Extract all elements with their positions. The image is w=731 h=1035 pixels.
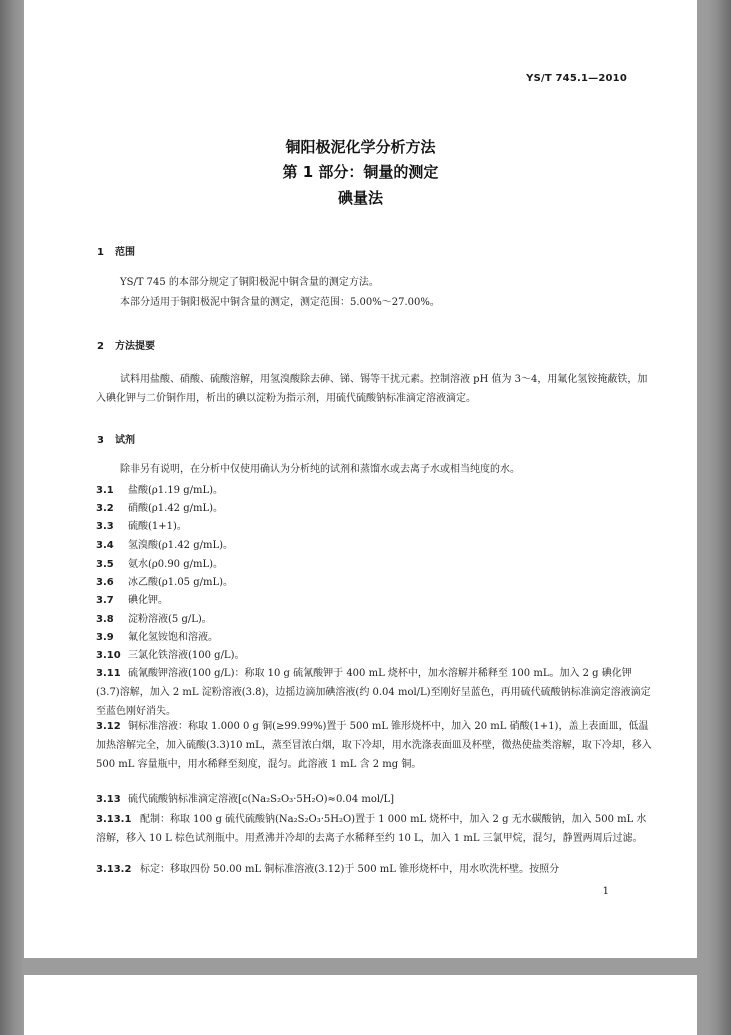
reagent-item: 3.7 碘化钾。 bbox=[96, 595, 168, 606]
principle-paragraph: 试料用盐酸、硝酸、硫酸溶解，用氢溴酸除去砷、锑、锡等干扰元素。控制溶液 pH 值为 3～4，用氟化氢铵掩蔽铁，加入碘化钾与二价铜作用，析出的碘以淀粉为指示剂，用硫代硫酸钠标准滴定溶液滴定。 bbox=[96, 374, 648, 404]
standard-number: YS/T 745.1—2010 bbox=[526, 73, 627, 84]
reagent-item: 3.13.2 标定：移取四份 50.00 mL 铜标准溶液(3.12)于 500 mL 锥形烧杯中，用水吹洗杯壁。按照分 bbox=[96, 864, 560, 875]
reagent-item: 3.5 氨水(ρ0.90 g/mL)。 bbox=[96, 559, 224, 570]
reagents-intro: 除非另有说明，在分析中仅使用确认为分析纯的试剂和蒸馏水或去离子水或相当纯度的水。 bbox=[120, 464, 520, 475]
document-page bbox=[24, 0, 697, 958]
reagent-item: 3.9 氟化氢铵饱和溶液。 bbox=[96, 632, 218, 643]
reagent-item: 3.2 硝酸(ρ1.42 g/mL)。 bbox=[96, 503, 224, 514]
reagent-item: 3.12 铜标准溶液：称取 1.000 0 g 铜(≥99.99%)置于 500 mL 锥形烧杯中，加入 20 mL 硝酸(1+1)，盖上表面皿，低温加热溶解完全，加入硫酸(3.3)10 mL，蒸至冒浓白烟，取下冷却，用水洗涤表面皿及杯壁，微热使盐类溶解，取下冷却，移入 500 mL 容量瓶中，用水稀释至刻度，混匀。此溶液 1 mL 含 2 mg 铜。 bbox=[96, 721, 652, 770]
reagent-item: 3.10 三氯化铁溶液(100 g/L)。 bbox=[96, 650, 245, 661]
reagent-item: 3.6 冰乙酸(ρ1.05 g/mL)。 bbox=[96, 577, 234, 588]
document-title: 铜阳极泥化学分析方法 bbox=[285, 138, 436, 156]
scope-paragraph-1: YS/T 745 的本部分规定了铜阳极泥中铜含量的测定方法。 bbox=[120, 277, 379, 288]
document-subtitle: 第 1 部分：铜量的测定 bbox=[282, 163, 439, 181]
reagent-item: 3.4 氢溴酸(ρ1.42 g/mL)。 bbox=[96, 540, 234, 551]
page-number: 1 bbox=[602, 886, 609, 897]
reagent-item: 3.8 淀粉溶液(5 g/L)。 bbox=[96, 614, 212, 625]
reagent-item: 3.11 硫氰酸钾溶液(100 g/L)：称取 10 g 硫氰酸钾于 400 mL 烧杯中，加水溶解并稀释至 100 mL。加入 2 g 碘化钾(3.7)溶解，加入 2 mL 淀粉溶液(3.8)，边摇边滴加碘溶液(约 0.04 mol/L)至刚好呈蓝色，再用硫代硫酸钠标准滴定溶液滴定至蓝色刚好消失。 bbox=[96, 668, 651, 717]
section-heading-principle: 2 方法提要 bbox=[97, 341, 155, 352]
reagent-item: 3.13 硫代硫酸钠标准滴定溶液[c(Na₂S₂O₃·5H₂O)≈0.04 mol/L] bbox=[96, 794, 394, 805]
reagent-item: 3.3 硫酸(1+1)。 bbox=[96, 521, 187, 532]
reagent-item: 3.13.1 配制：称取 100 g 硫代硫酸钠(Na₂S₂O₃·5H₂O)置于 1 000 mL 烧杯中，加入 2 g 无水碳酸钠，加入 500 mL 水溶解，移入 10 L 棕色试剂瓶中。用煮沸并冷却的去离子水稀释至约 10 L，加入 1 mL 三氯甲烷，混匀，静置两周后过滤。 bbox=[96, 814, 647, 844]
next-page-preview bbox=[24, 975, 697, 1035]
section-heading-scope: 1 范围 bbox=[97, 247, 135, 258]
method-title: 碘量法 bbox=[337, 189, 383, 207]
scope-paragraph-2: 本部分适用于铜阳极泥中铜含量的测定，测定范围：5.00%～27.00%。 bbox=[120, 297, 440, 308]
reagent-item: 3.1 盐酸(ρ1.19 g/mL)。 bbox=[96, 485, 224, 496]
section-heading-reagents: 3 试剂 bbox=[97, 435, 135, 446]
